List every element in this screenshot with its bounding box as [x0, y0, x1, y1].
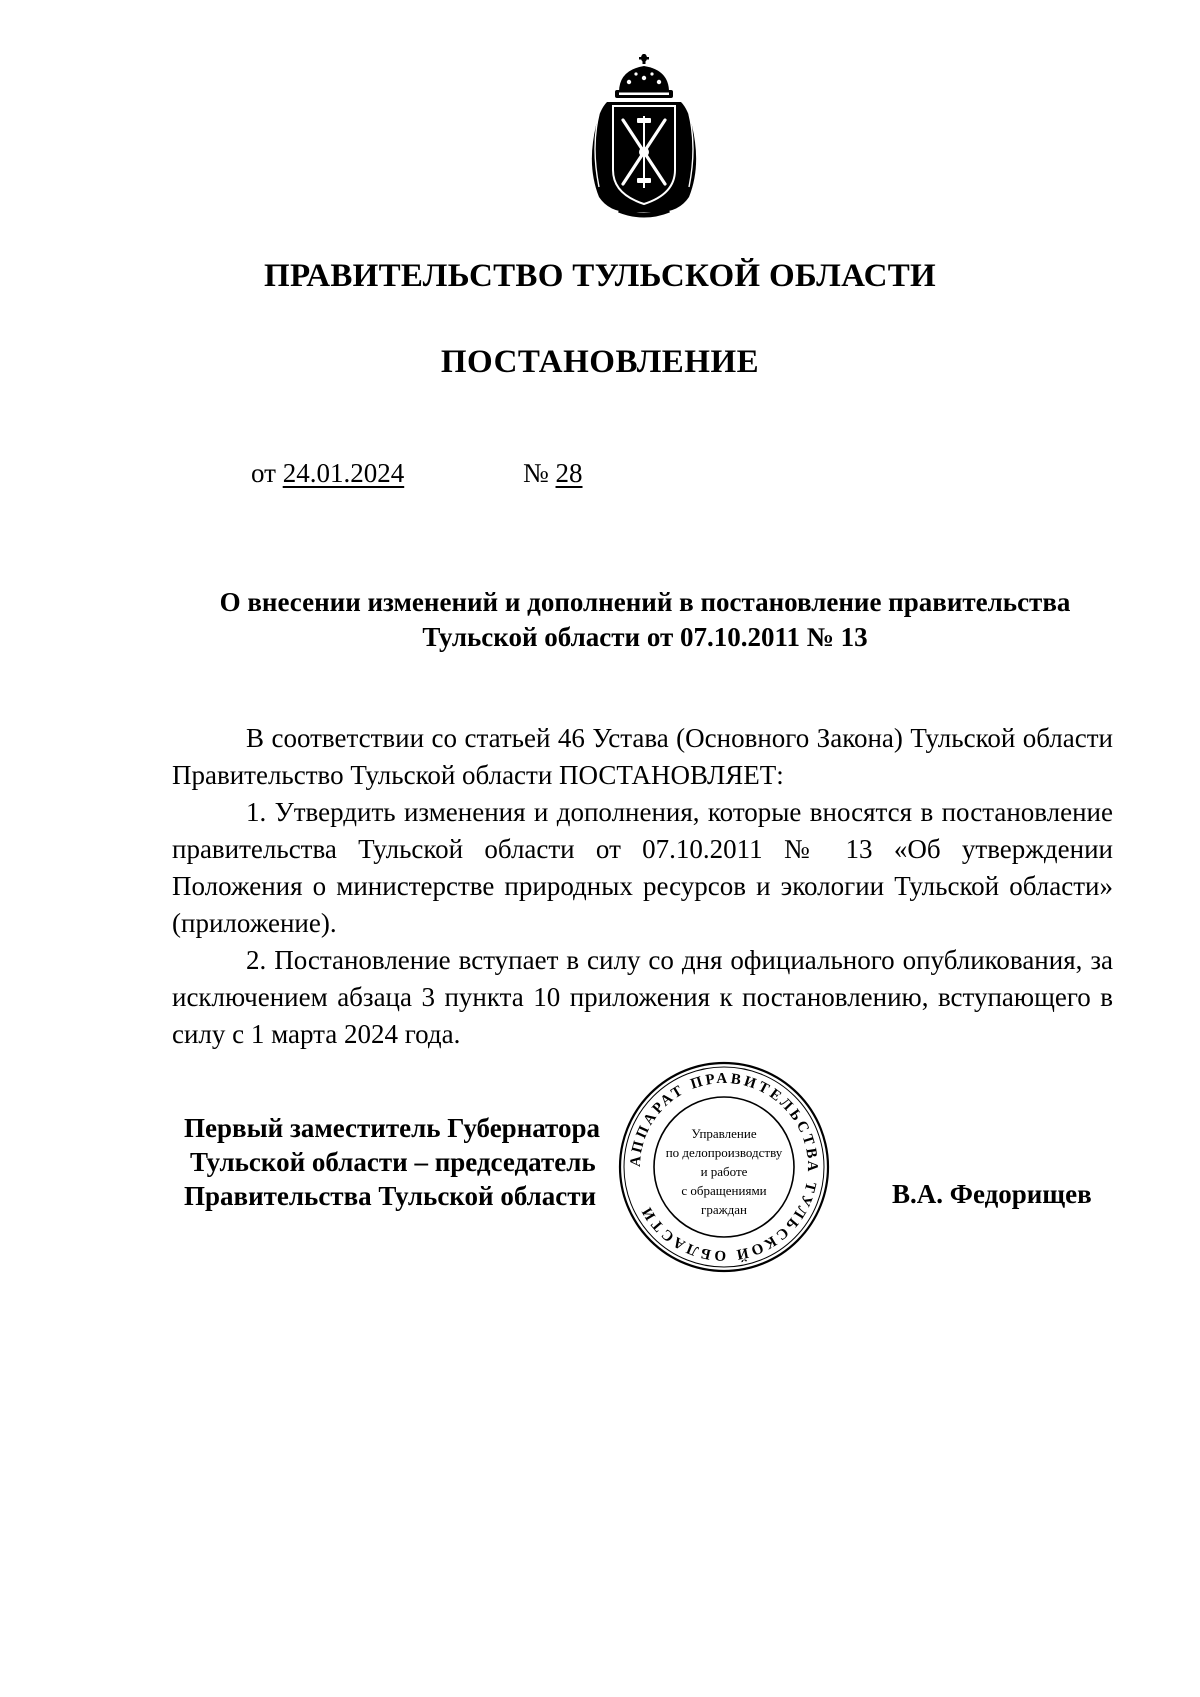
position-line-3: Правительства Тульской области: [184, 1181, 597, 1211]
document-date: [251, 458, 404, 489]
stamp-inner-line: Управление: [691, 1126, 757, 1141]
document-type: ПОСТАНОВЛЕНИЕ: [440, 344, 760, 380]
subject-line-1: О внесении изменений и дополнений в постановление правительства: [219, 587, 1071, 617]
signatory-position: [184, 1111, 600, 1213]
date-prefix: от: [251, 458, 276, 488]
stamp-inner-line: и работе: [700, 1164, 748, 1179]
date-value: 24.01.2024: [282, 458, 405, 488]
stamp-inner-line: по делопроизводству: [665, 1145, 783, 1160]
signatory-name: В.А. Федорищев: [892, 1179, 1092, 1209]
position-line-2: Тульской области – председатель: [190, 1147, 596, 1177]
document-number: [523, 458, 583, 489]
coat-of-arms-icon: [589, 52, 699, 220]
official-stamp: [615, 1058, 833, 1276]
body-paragraph: 1. Утвердить изменения и дополнения, которые вносятся в постановление правительства Тульской области от 07.10.2011 № 13 «Об утверждении Положения о министерстве природных ресурсов и экологии Тульской области» (приложение).: [172, 797, 1113, 938]
document-subject: [150, 585, 1140, 655]
stamp-inner-line: граждан: [701, 1202, 747, 1217]
stamp-outer-text: АППАРАТ ПРАВИТЕЛЬСТВА ТУЛЬСКОЙ ОБЛАСТИ: [627, 1070, 821, 1264]
body-paragraph: 2. Постановление вступает в силу со дня официального опубликования, за исключением абзаца 3 пункта 10 приложения к постановлению, вступающего в силу с 1 марта 2024 года.: [172, 945, 1113, 1049]
subject-line-2: Тульской области от 07.10.2011 № 13: [422, 622, 868, 652]
stamp-inner-line: с обращениями: [681, 1183, 767, 1198]
document-body: [172, 720, 1113, 1053]
position-line-1: Первый заместитель Губернатора: [184, 1113, 600, 1143]
number-prefix: №: [523, 458, 549, 488]
body-paragraph: В соответствии со статьей 46 Устава (Основного Закона) Тульской области Правительство Тульской области ПОСТАНОВЛЯЕТ:: [172, 723, 1113, 790]
organization-title: ПРАВИТЕЛЬСТВО ТУЛЬСКОЙ ОБЛАСТИ: [264, 258, 936, 294]
number-value: 28: [555, 458, 583, 488]
